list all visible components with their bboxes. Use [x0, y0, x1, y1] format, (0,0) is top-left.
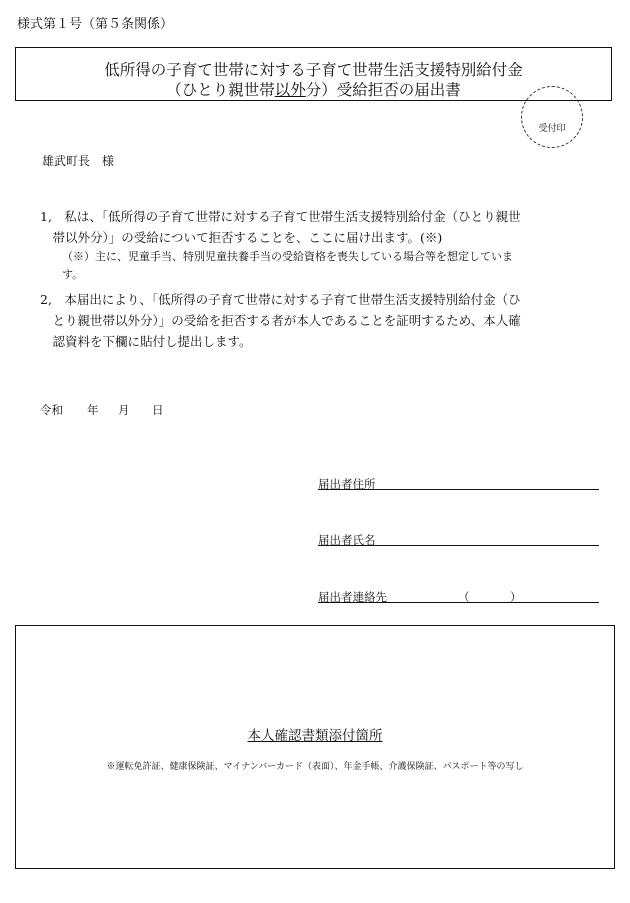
title-line2-underlined: 以外 [274, 81, 306, 99]
date-day: 日 [152, 403, 164, 417]
date-line [40, 402, 164, 418]
item-2 [40, 289, 521, 352]
item-1-note-line-1: （※）主に、児童手当、特別児童扶養手当の受給資格を喪失している場合等を想定していま [62, 250, 513, 263]
document-title-line2 [16, 78, 611, 100]
item-2-line-3: 認資料を下欄に貼付し提出します。 [40, 334, 252, 349]
item-1 [40, 206, 521, 248]
date-era: 令和 [40, 403, 63, 417]
attachment-title: 本人確認書類添付箇所 [247, 728, 383, 744]
item-1-line-1: 1, 私は、「低所得の子育て世帯に対する子育て世帯生活支援特別給付金（ひとり親世 [40, 209, 521, 224]
title-box [15, 47, 612, 101]
address-label: 届出者住所 [318, 477, 376, 491]
attachment-note: ※運転免許証、健康保険証、マイナンバーカード（表面）、年金手帳、介護保険証、パスポート等の写し [106, 762, 524, 772]
item-2-line-1: 2, 本届出により、「低所得の子育て世帯に対する子育て世帯生活支援特別給付金（ひ [40, 292, 521, 307]
document-title-line1: 低所得の子育て世帯に対する子育て世帯生活支援特別給付金 [104, 61, 523, 79]
reception-stamp-label: 受付印 [538, 124, 566, 134]
contact-paren-close: ） [510, 590, 522, 604]
name-field[interactable] [318, 545, 599, 546]
contact-paren-open: （ [458, 590, 470, 604]
addressee: 雄武町長 様 [42, 154, 115, 168]
contact-field[interactable] [318, 602, 599, 603]
item-1-line-2: 帯以外分）」の受給について拒否することを、ここに届け出ます。(※) [40, 230, 443, 245]
title-line2-suffix: 分）受給拒否の届出書 [305, 81, 461, 99]
item-1-note-line-2: す。 [62, 268, 84, 281]
date-year: 年 [87, 403, 99, 417]
form-number: 様式第１号（第５条関係） [17, 17, 174, 32]
name-label: 届出者氏名 [318, 533, 376, 547]
date-month: 月 [118, 403, 130, 417]
item-2-line-2: とり親世帯以外分）」の受給を拒否する者が本人であることを証明するため、本人確 [40, 313, 521, 328]
reception-stamp-area [521, 86, 583, 148]
title-line2-prefix: （ひとり親世帯 [166, 81, 275, 99]
contact-label: 届出者連絡先 [318, 590, 387, 604]
item-1-note [62, 248, 513, 284]
address-field[interactable] [318, 489, 599, 490]
id-document-attachment-box[interactable] [15, 625, 615, 869]
